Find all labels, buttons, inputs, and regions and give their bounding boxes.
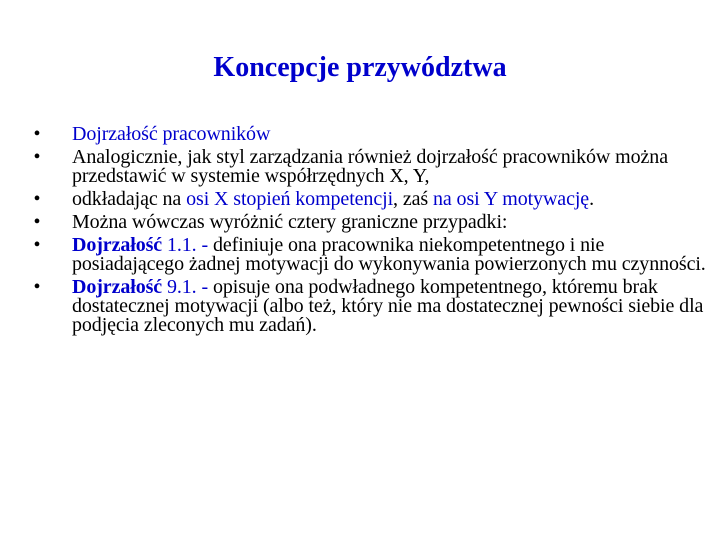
bullet-text-segment: definiuje ona pracownika niekompetentnego i nie posiadającego żadnej motywacji do wykonywania powierzonych mu czynności. [72,234,706,275]
bullet-item [30,190,720,209]
slide-title: Koncepcje przywództwa [213,52,507,83]
bullet-list [30,125,720,339]
bullet-item [30,236,720,274]
bullet-item [30,278,720,335]
bullet-dot-icon: • [33,211,41,233]
bullet-text-segment: . [589,188,594,210]
bullet-item [30,125,720,144]
bullet-dot-icon: • [33,234,41,256]
bullet-dot-icon: • [33,123,41,145]
bullet-dot-icon: • [33,188,41,210]
bullet-item [30,213,720,232]
bullet-text-segment: Dojrzałość [72,276,163,298]
bullet-text-segment: Można wówczas wyróżnić cztery graniczne przypadki: [72,211,508,233]
bullet-text-segment: opisuje ona podwładnego kompetentnego, któremu brak dostatecznej motywacji (albo też, który nie ma dostatecznej pewności siebie dla podjęcia zleconych mu zadań). [72,276,704,336]
bullet-text-segment: odkładając na [72,188,187,210]
bullet-text-segment: na osi Y motywację [432,188,590,210]
bullet-text-segment: osi X stopień kompetencji [186,188,394,210]
bullet-text-segment: Dojrzałość pracowników [72,123,271,145]
bullet-dot-icon: • [33,276,41,298]
bullet-text-segment: 1.1. - [162,234,213,256]
bullet-text-segment: Analogicznie, jak styl zarządzania również dojrzałość pracowników można przedstawić w systemie współrzędnych X, Y, [72,146,668,187]
bullet-text-segment: Dojrzałość [72,234,163,256]
bullet-dot-icon: • [33,146,41,168]
bullet-item [30,148,720,186]
bullet-text-segment: , zaś [393,188,433,210]
bullet-text-segment: 9.1. - [162,276,213,298]
